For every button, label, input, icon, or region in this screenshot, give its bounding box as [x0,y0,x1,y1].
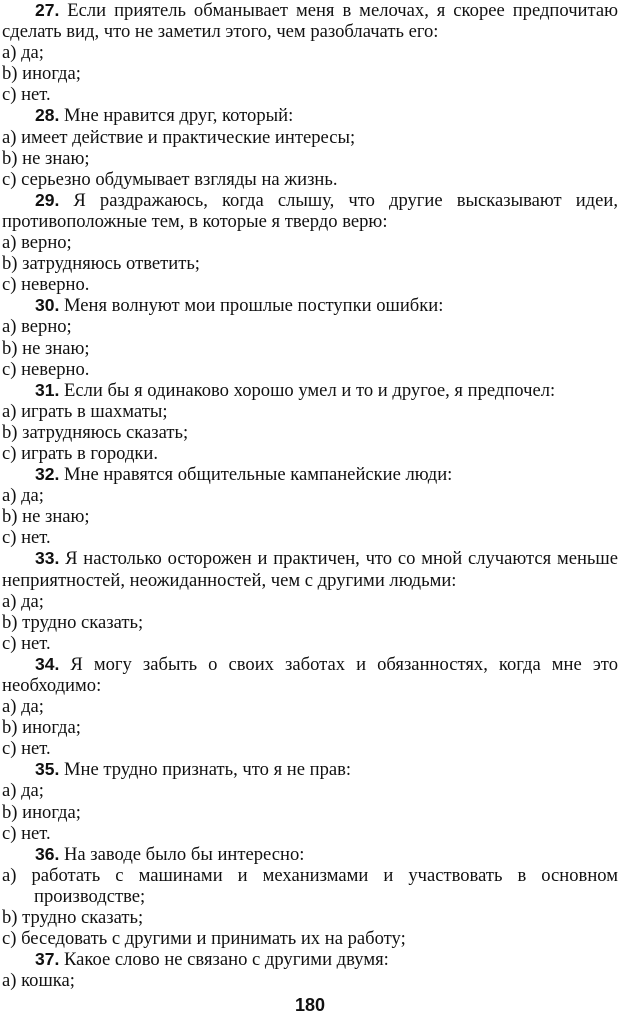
question-text [2,844,618,865]
question-number: 34. [35,653,60,674]
answer-option: a) да; [2,590,44,612]
answer-option: a) имеет действие и практические интересы; [2,126,356,148]
question-number: 37. [35,949,60,970]
answer-option: c) нет. [2,527,51,549]
question-number: 35. [35,759,60,780]
question-text [2,464,618,485]
question-text [2,949,618,970]
question-body: Если бы я одинаково хорошо умел и то и другое, я предпочел: [59,379,556,401]
answer-option: b) затрудняюсь сказать; [2,421,189,443]
answer-option: b) не знаю; [2,337,90,359]
question-30 [2,295,618,379]
question-body: Меня волнуют мои прошлые поступки ошибки: [59,295,444,317]
question-body: Я раздражаюсь, когда слышу, что другие высказывают идеи, противоположные тем, в которые я твердо верю: [2,189,618,232]
question-text [2,654,618,696]
answer-option: a) да; [2,780,44,802]
answer-option: c) беседовать с другими и принимать их на работу; [2,928,406,950]
answer-option: b) затрудняюсь ответить; [2,253,200,275]
answer-option: a) работать с машинами и механизмами и участвовать в основном производстве; [2,864,618,907]
answer-option: a) кошка; [2,970,75,992]
answer-option: a) верно; [2,232,72,254]
question-number: 31. [35,379,60,400]
question-body: Я могу забыть о своих заботах и обязанностях, когда мне это необходимо: [2,653,618,696]
answer-option: a) верно; [2,316,72,338]
question-body: Мне нравится друг, который: [59,105,294,127]
question-27 [2,0,618,105]
question-text [2,759,618,780]
question-37 [2,949,618,991]
answer-option: c) серьезно обдумывает взгляды на жизнь. [2,168,338,190]
answer-option: c) неверно. [2,274,90,296]
question-text [2,295,618,316]
question-body: Мне нравятся общительные кампанейские люди: [59,464,453,486]
question-number: 36. [35,843,60,864]
question-body: Мне трудно признать, что я не прав: [59,759,352,781]
question-number: 30. [35,295,60,316]
question-36 [2,844,618,949]
answer-option: a) да; [2,42,44,64]
answer-option: b) иногда; [2,801,81,823]
question-body: Какое слово не связано с другими двумя: [59,949,389,971]
answer-option: c) нет. [2,738,51,760]
answer-option: b) трудно сказать; [2,611,144,633]
question-31 [2,380,618,464]
answer-option: c) нет. [2,822,51,844]
answer-option: c) играть в городки. [2,442,159,464]
answer-option: a) да; [2,485,44,507]
question-29 [2,190,618,295]
answer-option: b) иногда; [2,717,81,739]
question-34 [2,654,618,759]
answer-option: a) играть в шахматы; [2,400,168,422]
question-28 [2,105,618,189]
answer-option: b) иногда; [2,63,81,85]
answer-option: b) не знаю; [2,147,90,169]
answer-option: c) нет. [2,84,51,106]
question-33 [2,548,618,653]
question-body: Я настолько осторожен и практичен, что со мной случаются меньше неприятностей, неожиданностей, чем с другими людьми: [2,548,618,591]
answer-option: b) не знаю; [2,506,90,528]
question-text [2,105,618,126]
question-text [2,380,618,401]
page-number: 180 [294,995,326,1015]
answer-option: b) трудно сказать; [2,907,144,929]
answer-option: c) нет. [2,632,51,654]
question-number: 28. [35,105,60,126]
question-number: 29. [35,189,60,210]
question-text [2,0,618,42]
question-number: 27. [35,0,60,20]
question-32 [2,464,618,548]
answer-option: c) неверно. [2,358,90,380]
question-body: Если приятель обманывает меня в мелочах, я скорее предпочитаю сделать вид, что не заметил этого, чем разоблачать его: [2,0,618,43]
answer-option: a) да; [2,696,44,718]
question-number: 32. [35,464,60,485]
question-text [2,548,618,590]
question-35 [2,759,618,843]
question-text [2,190,618,232]
question-number: 33. [35,548,60,569]
page-content [2,0,618,991]
question-body: На заводе было бы интересно: [59,843,305,865]
